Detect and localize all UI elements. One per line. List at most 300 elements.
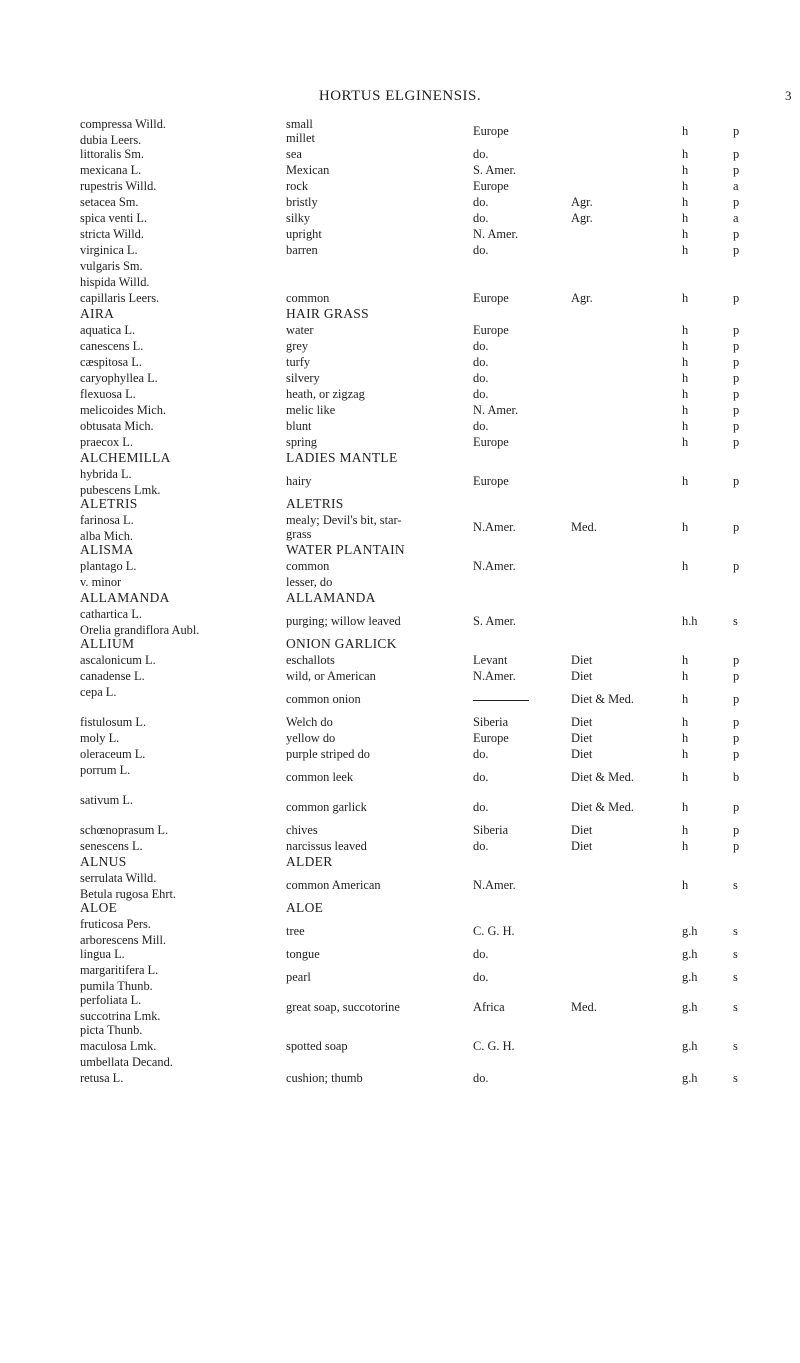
genus-row [0,542,800,558]
native-region: Siberia [473,715,509,729]
habitat-code: g.h [682,947,698,961]
species-name [80,946,125,962]
habitat-code: h [682,291,689,305]
genus-common-name: ONION GARLICK [286,636,397,651]
species-name [80,226,144,242]
duration-code: p [733,823,740,837]
species-row [0,386,800,402]
habitat-code: h [682,731,689,745]
species-line: umbellata Decand. [80,1055,173,1069]
common-name: heath, or zigzag [286,387,365,401]
species-line: v. minor [80,575,122,589]
common-name: chives [286,823,318,837]
species-name [80,762,130,778]
species-name [80,870,176,902]
native-region: do. [473,371,489,385]
habitat-code: h [682,653,689,667]
common-name: common American [286,878,381,892]
common-name: common garlick [286,800,367,814]
use-note: Diet & Med. [571,692,634,706]
species-row [0,962,800,992]
duration-code: s [733,970,738,984]
species-row [0,730,800,746]
habitat-code: h [682,878,689,892]
species-line: maculosa Lmk. [80,1039,157,1053]
species-row [0,992,800,1022]
species-name [80,1054,173,1070]
species-row [0,402,800,418]
species-line: canadense L. [80,669,145,683]
habitat-code: h [682,243,689,257]
species-line: moly L. [80,731,120,745]
habitat-code: h [682,387,689,401]
species-name [80,1070,123,1086]
habitat-code: g.h [682,924,698,938]
habitat-code: h [682,195,689,209]
common-name: common [286,291,330,305]
species-name [80,1022,142,1038]
species-line: arborescens Mill. [80,933,167,947]
habitat-code: h.h [682,614,698,628]
common-name: spotted soap [286,1039,348,1053]
native-region: Africa [473,1000,505,1014]
species-row [0,290,800,306]
species-name [80,418,154,434]
genus-common-name: WATER PLANTAIN [286,542,405,557]
species-row [0,916,800,946]
species-name [80,162,141,178]
native-region: Europe [473,731,509,745]
duration-code: s [733,947,738,961]
duration-code: p [733,243,740,257]
duration-code: p [733,520,740,534]
genus-common-name: HAIR GRASS [286,306,369,321]
habitat-code: h [682,124,689,138]
habitat-code: h [682,211,689,225]
native-region: do. [473,243,489,257]
common-name: turfy [286,355,311,369]
use-note: Agr. [571,291,593,305]
native-region: S. Amer. [473,614,517,628]
common-name: eschallots [286,653,335,667]
ditto-rule [473,700,529,701]
common-name: silky [286,211,311,225]
duration-code: p [733,747,740,761]
habitat-code: h [682,339,689,353]
use-note: Diet [571,823,593,837]
habitat-code: h [682,474,689,488]
duration-code: p [733,435,740,449]
species-name [80,1038,156,1054]
native-region: N. Amer. [473,227,519,241]
native-region: Europe [473,124,509,138]
species-line: flexuosa L. [80,387,136,401]
use-note: Diet & Med. [571,770,634,784]
common-name: melic like [286,403,336,417]
habitat-code: h [682,227,689,241]
common-name: silvery [286,371,320,385]
genus-name: ALNUS [80,854,127,869]
duration-code: s [733,1039,738,1053]
common-name: purple striped do [286,747,370,761]
common-name: Welch do [286,715,333,729]
species-line: caryophyllea L. [80,371,158,385]
species-line: stricta Willd. [80,227,144,241]
species-row [0,668,800,684]
species-row [0,838,800,854]
species-line: setacea Sm. [80,195,139,209]
common-name: spring [286,435,317,449]
habitat-code: g.h [682,970,698,984]
habitat-code: h [682,355,689,369]
native-region: Europe [473,291,509,305]
species-name [80,668,145,684]
species-name [80,652,156,668]
native-region: Europe [473,474,509,488]
species-line: dubia Leers. [80,133,142,147]
species-name [80,242,138,258]
common-name: common onion [286,692,361,706]
common-name: sea [286,147,302,161]
native-region: do. [473,947,489,961]
common-name: water [286,323,314,337]
common-name: yellow do [286,731,336,745]
common-name: tree [286,924,305,938]
species-line: obtusata Mich. [80,419,154,433]
species-row [0,792,800,822]
species-row [0,870,800,900]
common-name: rock [286,179,309,193]
habitat-code: h [682,839,689,853]
genus-common-name: ALOE [286,900,324,915]
native-region: do. [473,419,489,433]
species-line: picta Thunb. [80,1023,143,1037]
common-name: Mexican [286,163,330,177]
duration-code: p [733,692,740,706]
habitat-code: g.h [682,1039,698,1053]
species-line: vulgaris Sm. [80,259,143,273]
genus-name: AIRA [80,306,115,321]
species-line: canescens L. [80,339,144,353]
species-line: cæspitosa L. [80,355,142,369]
species-row [0,178,800,194]
duration-code: p [733,147,740,161]
native-region: N.Amer. [473,559,516,573]
duration-code: p [733,323,740,337]
duration-code: p [733,715,740,729]
species-line: pumila Thunb. [80,979,153,993]
species-row [0,418,800,434]
genus-name: ALLIUM [80,636,135,651]
use-note: Agr. [571,211,593,225]
species-name [80,838,143,854]
species-name [80,322,135,338]
genus-name: ALETRIS [80,496,138,511]
genus-name: ALCHEMILLA [80,450,171,465]
habitat-code: h [682,435,689,449]
native-region: do. [473,211,489,225]
common-name: tongue [286,947,320,961]
species-row [0,338,800,354]
common-name-cont: millet [286,131,315,145]
species-row [0,1054,800,1070]
species-row [0,354,800,370]
species-line: retusa L. [80,1071,124,1085]
genus-row [0,496,800,512]
native-region: Siberia [473,823,509,837]
habitat-code: h [682,403,689,417]
duration-code: s [733,1071,738,1085]
species-name [80,746,145,762]
species-line: porrum L. [80,763,131,777]
habitat-code: h [682,179,689,193]
duration-code: p [733,419,740,433]
catalogue-table [0,116,800,1086]
common-name: blunt [286,419,312,433]
species-name [80,606,199,638]
species-line: hybrida L. [80,467,132,481]
common-name: barren [286,243,318,257]
species-name [80,466,161,498]
duration-code: s [733,614,738,628]
species-name [80,992,161,1024]
habitat-code: h [682,669,689,683]
genus-row [0,900,800,916]
duration-code: s [733,878,738,892]
use-note: Diet [571,669,593,683]
duration-code: p [733,839,740,853]
common-name: lesser, do [286,575,333,589]
common-name: cushion; thumb [286,1071,363,1085]
species-row [0,210,800,226]
common-name: pearl [286,970,311,984]
species-row [0,746,800,762]
species-row [0,1038,800,1054]
use-note: Diet [571,731,593,745]
species-name [80,714,146,730]
genus-name: ALLAMANDA [80,590,170,605]
use-note: Diet [571,839,593,853]
species-row [0,762,800,792]
species-line: cathartica L. [80,607,142,621]
species-name [80,512,134,544]
habitat-code: h [682,323,689,337]
species-line: praecox L. [80,435,133,449]
species-line: fistulosum L. [80,715,147,729]
common-name: small [286,117,313,131]
species-line: sativum L. [80,793,133,807]
common-name: wild, or American [286,669,376,683]
use-note: Agr. [571,195,593,209]
species-row [0,322,800,338]
native-region: Europe [473,323,509,337]
duration-code: p [733,163,740,177]
habitat-code: g.h [682,1000,698,1014]
duration-code: p [733,731,740,745]
species-line: mexicana L. [80,163,142,177]
duration-code: p [733,371,740,385]
duration-code: p [733,291,740,305]
species-line: pubescens Lmk. [80,483,161,497]
native-region: do. [473,970,489,984]
genus-row [0,450,800,466]
species-row [0,466,800,496]
duration-code: p [733,800,740,814]
native-region: C. G. H. [473,924,515,938]
species-line: serrulata Willd. [80,871,157,885]
species-row [0,652,800,668]
native-region: N.Amer. [473,520,516,534]
native-region: N.Amer. [473,878,516,892]
species-name [80,684,116,700]
genus-common-name: ALETRIS [286,496,344,511]
species-name [80,730,119,746]
species-name [80,338,143,354]
common-name: common leek [286,770,354,784]
species-row [0,370,800,386]
duration-code: b [733,770,740,784]
species-name [80,558,136,574]
native-region: do. [473,770,489,784]
species-row [0,512,800,542]
species-row [0,714,800,730]
species-name [80,210,147,226]
duration-code: p [733,195,740,209]
species-name [80,792,133,808]
common-name: narcissus leaved [286,839,367,853]
common-name: common [286,559,330,573]
common-name: great soap, succotorine [286,1000,400,1014]
native-region: do. [473,387,489,401]
species-line: perfoliata L. [80,993,142,1007]
species-name [80,274,150,290]
use-note: Med. [571,520,597,534]
species-line: fruticosa Pers. [80,917,151,931]
duration-code: s [733,1000,738,1014]
species-name [80,194,139,210]
species-row [0,822,800,838]
genus-common-name: ALLAMANDA [286,590,376,605]
running-title: HORTUS ELGINENSIS. [318,88,482,104]
species-row [0,946,800,962]
species-line: lingua L. [80,947,125,961]
species-name [80,962,158,994]
species-line: compressa Willd. [80,117,166,131]
genus-row [0,306,800,322]
species-name [80,822,168,838]
use-note: Med. [571,1000,597,1014]
duration-code: p [733,403,740,417]
duration-code: a [733,211,739,225]
native-region: do. [473,747,489,761]
native-region: do. [473,800,489,814]
duration-code: s [733,924,738,938]
species-row [0,274,800,290]
native-region: N.Amer. [473,669,516,683]
species-line: farinosa L. [80,513,134,527]
genus-common-name: LADIES MANTLE [286,450,398,465]
use-note: Diet [571,715,593,729]
species-name [80,370,158,386]
use-note: Diet [571,747,593,761]
native-region: do. [473,355,489,369]
species-row [0,606,800,636]
species-row [0,226,800,242]
habitat-code: h [682,371,689,385]
duration-code: p [733,474,740,488]
species-line: alba Mich. [80,529,133,543]
genus-common-name: ALDER [286,854,333,869]
genus-name: ALISMA [80,542,134,557]
species-line: ascalonicum L. [80,653,156,667]
native-region: do. [473,1071,489,1085]
species-row [0,684,800,714]
common-name: purging; willow leaved [286,614,401,628]
species-row [0,558,800,574]
use-note: Diet & Med. [571,800,634,814]
habitat-code: h [682,163,689,177]
species-line: capillaris Leers. [80,291,160,305]
common-name: mealy; Devil's bit, star- [286,513,402,527]
duration-code: p [733,387,740,401]
habitat-code: h [682,800,689,814]
region-rule [473,691,561,707]
species-row [0,146,800,162]
duration-code: p [733,339,740,353]
species-line: Betula rugosa Ehrt. [80,887,177,901]
duration-code: p [733,669,740,683]
species-line: Orelia grandiflora Aubl. [80,623,200,637]
species-line: melicoides Mich. [80,403,167,417]
genus-row [0,636,800,652]
species-row [0,258,800,274]
common-name: grey [286,339,309,353]
species-line: hispida Willd. [80,275,150,289]
duration-code: p [733,653,740,667]
native-region: do. [473,339,489,353]
common-name: hairy [286,474,312,488]
genus-row [0,590,800,606]
species-name [80,402,166,418]
species-line: littoralis Sm. [80,147,145,161]
species-row [0,194,800,210]
genus-name: ALOE [80,900,118,915]
species-row [0,116,800,146]
common-name-cont: grass [286,527,312,541]
species-name [80,290,159,306]
species-name [80,258,143,274]
habitat-code: h [682,520,689,534]
page-number: 3 [785,88,792,103]
habitat-code: h [682,715,689,729]
duration-code: p [733,227,740,241]
habitat-code: h [682,559,689,573]
genus-row [0,854,800,870]
species-row [0,162,800,178]
habitat-code: h [682,747,689,761]
species-row [0,1070,800,1086]
species-line: rupestris Willd. [80,179,157,193]
native-region: Europe [473,179,509,193]
common-name: bristly [286,195,318,209]
species-row [0,1022,800,1038]
species-name [80,916,166,948]
native-region: Levant [473,653,508,667]
species-row [0,434,800,450]
species-line: virginica L. [80,243,138,257]
species-line: plantago L. [80,559,137,573]
species-line: succotrina Lmk. [80,1009,161,1023]
